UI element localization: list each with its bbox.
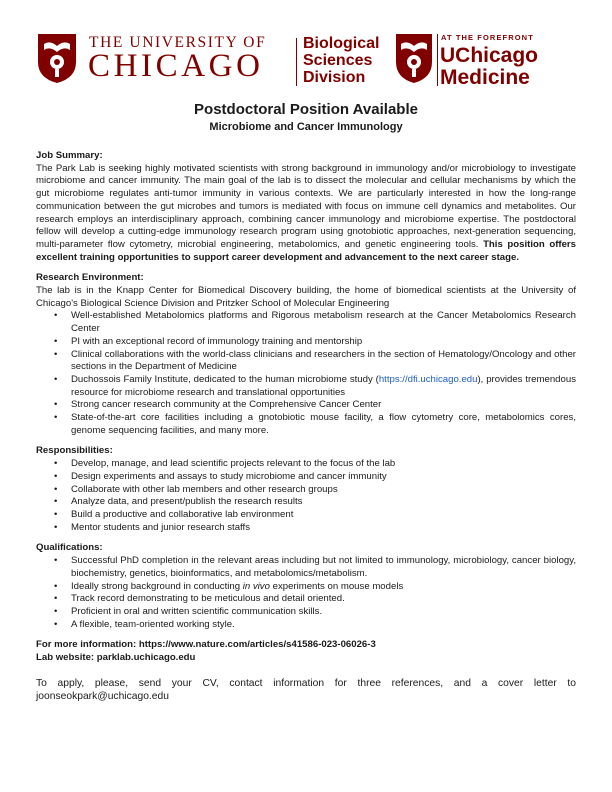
medicine-crest-logo <box>394 32 434 84</box>
header-logos <box>0 30 612 90</box>
list-item: • Proficient in oral and written scientific communication skills. <box>71 606 576 619</box>
list-item: • Design experiments and assays to study microbiome and cancer immunity <box>71 471 576 484</box>
university-wordmark-top: THE UNIVERSITY OF <box>89 34 267 51</box>
qualifications-heading: Qualifications: <box>36 542 103 554</box>
list-item: • Clinical collaborations with the world-class clinicians and researchers in the section of Hematology/Oncology and other sections in the Department of Medicine <box>71 349 576 374</box>
list-item <box>71 581 576 594</box>
page-subtitle: Microbiome and Cancer Immunology <box>209 121 403 133</box>
apply-instructions: To apply, please, send your CV, contact information for three references, and a cover letter to joonseokpark@uchicago.edu <box>36 677 576 703</box>
research-environment-list <box>36 310 576 437</box>
list-item: • Strong cancer research community at the Comprehensive Cancer Center <box>71 399 576 412</box>
bsd-line-2: Sciences <box>303 52 373 69</box>
bsd-logo-text <box>303 35 379 86</box>
list-item: • Develop, manage, and lead scientific projects relevant to the focus of the lab <box>71 458 576 471</box>
job-summary-paragraph <box>36 163 576 265</box>
ucm-wordmark-line-1: UChicago <box>440 44 539 67</box>
responsibilities-heading: Responsibilities: <box>36 445 113 457</box>
ucm-wordmark-line-2: Medicine <box>440 66 530 89</box>
lab-website-line[interactable]: Lab website: parklab.uchicago.edu <box>36 652 196 664</box>
dfi-text-pre: Duchossois Family Institute, dedicated to the human microbiome study ( <box>71 373 379 385</box>
research-environment-heading: Research Environment: <box>36 272 144 284</box>
medicine-divider <box>437 34 438 86</box>
dfi-link[interactable]: https://dfi.uchicago.edu <box>378 373 478 385</box>
responsibilities-list <box>36 458 576 534</box>
list-item: • Analyze data, and present/publish the research results <box>71 496 576 509</box>
qual-text-post: experiments on mouse models <box>269 580 404 592</box>
list-item: • Well-established Metabolomics platforms and Rigorous metabolism research at the Cancer Metabolomics Research Center <box>71 310 576 335</box>
more-info-line[interactable]: For more information: https://www.nature.com/articles/s41586-023-06026-3 <box>36 639 376 651</box>
job-summary-heading: Job Summary: <box>36 150 103 161</box>
page-title: Postdoctoral Position Available <box>194 101 418 118</box>
qual-text-pre: Ideally strong background in conducting <box>71 580 243 592</box>
qualifications-list <box>36 555 576 631</box>
list-item: • State-of-the-art core facilities including a gnotobiotic mouse facility, a flow cytometry core, metabolomics cores, genome sequencing facilities, and many more. <box>71 412 576 437</box>
list-item: • Build a productive and collaborative lab environment <box>71 509 576 522</box>
posting-body <box>36 150 576 704</box>
qual-text-emphasis: in vivo <box>242 580 270 592</box>
university-wordmark-main: CHICAGO <box>88 48 264 84</box>
list-item: • Track record demonstrating to be meticulous and detail oriented. <box>71 593 576 606</box>
bsd-line-1: Biological <box>303 35 380 52</box>
bsd-line-3: Division <box>303 69 366 86</box>
list-item <box>71 374 576 399</box>
forefront-tagline: AT THE FOREFRONT <box>441 33 534 42</box>
list-item: • Mentor students and junior research staffs <box>71 522 576 535</box>
job-summary-text: The Park Lab is seeking highly motivated scientists with strong background in immunology and/or microbiology to investigate microbiome and cancer immunity. The main goal of the lab is to dissect the molecular and cellular mechanisms by which the gut microbiome regulates anti-tumor immunity in various contexts. We are particularly interested in how the long-range communication between the gut microbes and tumors is mediated with focus on immune cell dynamics and metabolites. Our research employs an interdisciplinary approach, combining cancer immunology and microbiome expertise. The postdoctoral fellow will develop a cutting-edge immunology research program using gnotobiotic approaches, next-generation sequencing, multi-parameter flow cytometry, microbial engineering, metabolomics, and genetic engineering tools. <box>36 162 576 250</box>
list-item: • Successful PhD completion in the relevant areas including but not limited to immunology, microbiology, cancer biology, biochemistry, genetics, bioinformatics, and metabolomics/metabolism. <box>71 555 576 580</box>
list-item: • A flexible, team-oriented working style. <box>71 619 576 632</box>
dfi-text-post: ), provides tremendous resource for microbiome research and translational opportunities <box>71 373 576 398</box>
university-crest-logo <box>36 32 78 84</box>
list-item: • Collaborate with other lab members and other research groups <box>71 484 576 497</box>
logo-divider <box>296 38 297 86</box>
list-item: • PI with an exceptional record of immunology training and mentorship <box>71 336 576 349</box>
research-environment-intro: The lab is in the Knapp Center for Biomedical Discovery building, the home of biomedical scientists at the University of Chicago's Biological Science Division and Pritzker School of Molecular Engineering <box>36 285 576 309</box>
job-summary-highlight: This position offers excellent training opportunities to support career development and advancement to the next career stage. <box>36 238 576 263</box>
